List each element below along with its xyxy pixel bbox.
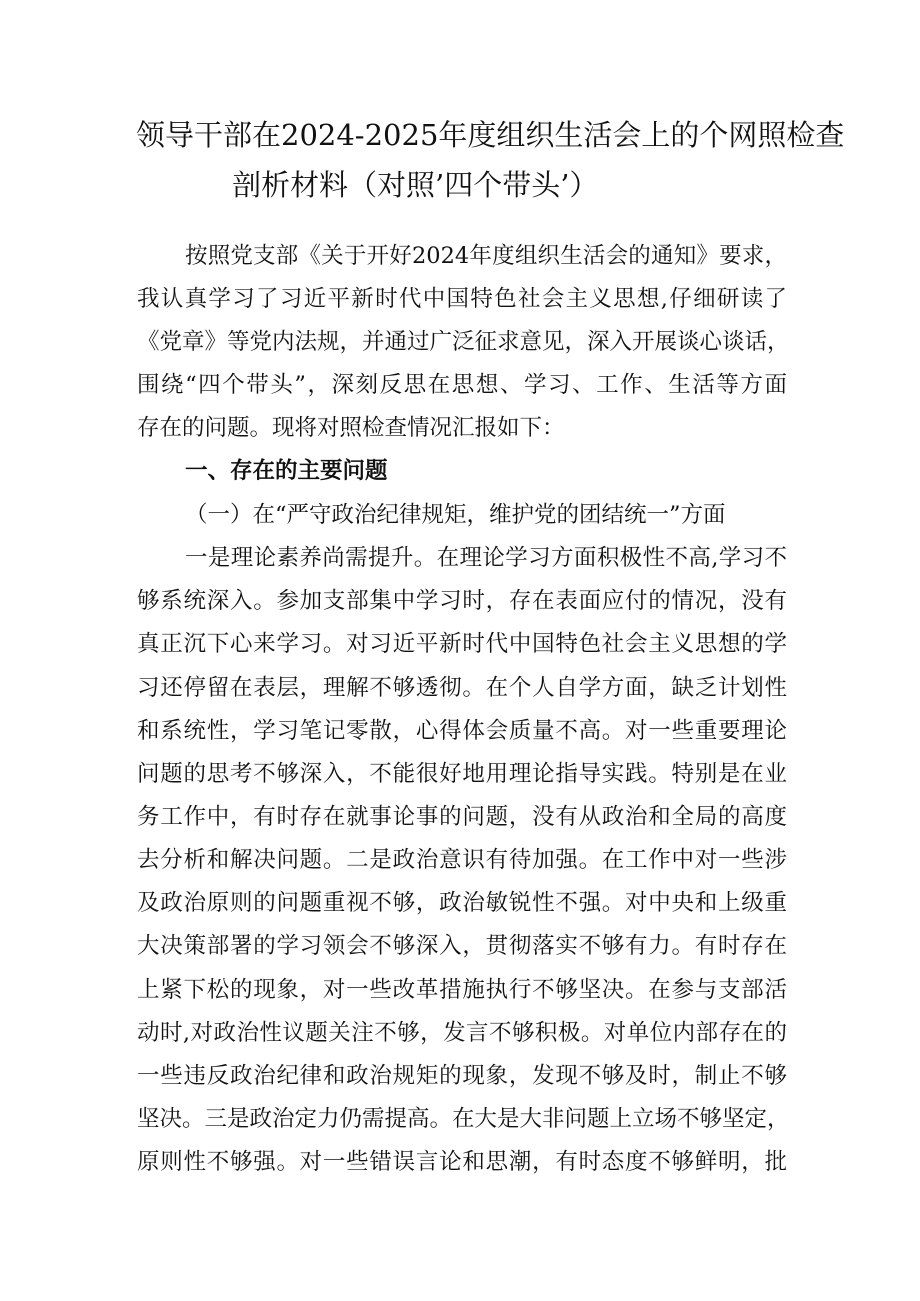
paragraph-line: 及政治原则的问题重视不够，政治敏锐性不强。对中央和上级重 [137,890,787,916]
subsection-heading: （一）在“严守政治纪律规矩，维护党的团结统一”方面 [185,502,726,528]
paragraph-line: 按照党支部《关于开好2024年度组织生活会的通知》要求， [185,243,787,269]
paragraph-line: 和系统性，学习笔记零散，心得体会质量不高。对一些重要理论 [137,718,787,744]
paragraph-line: 一是理论素养尚需提升。在理论学习方面积极性不高,学习不 [185,545,787,571]
paragraph-line: 一些违反政治纪律和政治规矩的现象，发现不够及时，制止不够 [137,1063,787,1089]
paragraph-line: 务工作中，有时存在就事论事的问题，没有从政治和全局的高度 [137,804,787,830]
paragraph-line: 围绕“四个带头”，深刻反思在思想、学习、工作、生活等方面 [137,372,787,398]
paragraph-line: 动时,对政治性议题关注不够，发言不够积极。对单位内部存在的 [137,1020,787,1046]
paragraph-line: 我认真学习了习近平新时代中国特色社会主义思想,仔细研读了 [137,286,787,312]
document-title-line-2: 剖析材料（对照’四个带头’） [232,168,599,202]
paragraph-line: 《党章》等党内法规，并通过广泛征求意见，深入开展谈心谈话， [137,329,790,355]
paragraph-line: 上紧下松的现象，对一些改革措施执行不够坚决。在参与支部活 [137,977,787,1003]
paragraph-line: 坚决。三是政治定力仍需提高。在大是大非问题上立场不够坚定， [137,1106,790,1132]
paragraph-line: 够系统深入。参加支部集中学习时，存在表面应付的情况，没有 [137,588,787,614]
section-heading: 一、存在的主要问题 [185,458,388,484]
paragraph-line: 去分析和解决问题。二是政治意识有待加强。在工作中对一些涉 [137,847,787,873]
paragraph-line: 问题的思考不够深入，不能很好地用理论指导实践。特别是在业 [137,761,787,787]
paragraph-line: 习还停留在表层，理解不够透彻。在个人自学方面，缺乏计划性 [137,675,787,701]
paragraph-line: 真正沉下心来学习。对习近平新时代中国特色社会主义思想的学 [137,631,787,657]
paragraph-line: 大决策部署的学习领会不够深入，贯彻落实不够有力。有时存在 [137,933,787,959]
document-title-line-1: 领导干部在2024-2025年度组织生活会上的个网照检查 [136,118,845,152]
paragraph-line: 原则性不够强。对一些错误言论和思潮，有时态度不够鲜明，批 [137,1149,787,1175]
paragraph-line: 存在的问题。现将对照检查情况汇报如下： [137,415,565,441]
